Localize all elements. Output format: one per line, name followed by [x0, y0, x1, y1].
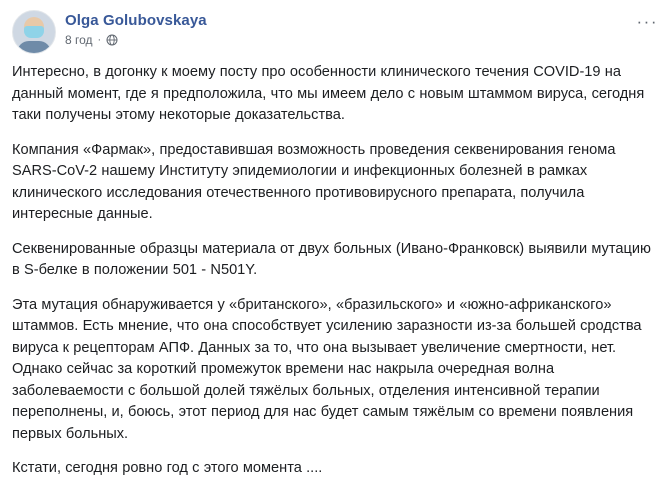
post-paragraph: Эта мутация обнаруживается у «британского», «бразильского» и «южно-африканского» штаммов. Есть мнение, что она способствует усилению заразности из-за большей сродства вируса к рецепторам АПФ. Данных за то, что она вызывает увеличение смертности, нет. Однако сейчас за короткий промежуток времени нас накрыла очередная волна заболеваемости с большой долей тяжёлых больных, отделения интенсивной терапии переполнены, и, боюсь, этот период для нас будет самым тяжёлым со времени появления первых больных.: [12, 296, 642, 442]
meta-separator: ·: [97, 34, 102, 46]
globe-icon[interactable]: [106, 34, 118, 46]
post-paragraph: Интересно, в догонку к моему посту про особенности клинического течения COVID-19 на данный момент, где я предположила, что мы имеем дело с новым штаммом вируса, сегодня таки получены этому некоторые доказательства.: [12, 64, 645, 123]
avatar[interactable]: [12, 10, 56, 54]
post-paragraph: Кстати, сегодня ровно год с этого момента ....: [12, 460, 323, 476]
post-author-name[interactable]: Olga Golubovskaya: [65, 12, 207, 29]
post-paragraph: Компания «Фармак», предоставившая возможность проведения секвенирования генома SARS-CoV-2 нашему Институту эпидемиологии и инфекционных болезней в рамках клинического исследования отечественного противовирусного препарата, получила интересные данные.: [12, 141, 616, 222]
post-paragraph: Секвенированные образцы материала от двух больных (Ивано-Франковск) выявили мутацию в S-белке в положении 501 - N501Y.: [12, 240, 651, 278]
avatar-body: [17, 41, 51, 54]
post-meta: [65, 33, 207, 47]
post-header-text: [65, 10, 207, 47]
post-header: [0, 0, 672, 58]
post-options-button[interactable]: ···: [636, 12, 658, 31]
post-body: [0, 58, 672, 480]
avatar-mask: [24, 26, 44, 38]
post-timestamp[interactable]: 8 год: [65, 33, 93, 47]
